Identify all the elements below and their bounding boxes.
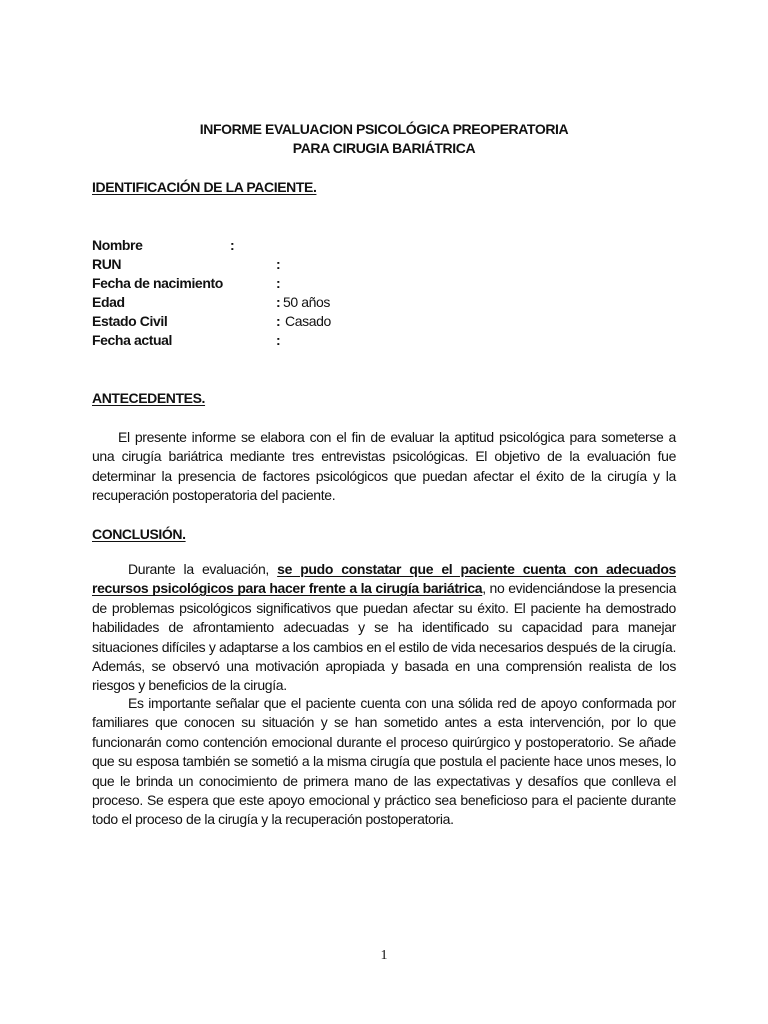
antecedentes-paragraph [92,428,676,506]
conclusion-p1-intro: Durante la evaluación, [128,561,278,577]
conclusion-p1-emphasis: se pudo constatar que el paciente cuenta con adecuados recursos psicológicos para hacer frente a la cirugía bariátrica [92,561,676,597]
field-colon-nombre: : [230,237,235,253]
field-row-estado-civil [92,313,392,332]
field-row-nombre [92,237,392,256]
antecedentes-heading: ANTECEDENTES. [92,390,206,406]
identification-heading: IDENTIFICACIÓN DE LA PACIENTE. [92,179,317,195]
conclusion-paragraph-2 [92,694,676,830]
title-line-2: PARA CIRUGIA BARIÁTRICA [292,140,476,156]
field-row-fecha-actual [92,332,392,351]
field-label-edad: Edad [92,294,125,310]
document-title [0,120,768,158]
field-label-fecha-nacimiento: Fecha de nacimiento [92,275,223,291]
field-label-fecha-actual: Fecha actual [92,332,173,348]
conclusion-heading: CONCLUSIÓN. [92,526,186,542]
conclusion-paragraph-1 [92,560,676,696]
antecedentes-text: El presente informe se elabora con el fin de evaluar la aptitud psicológica para someterse a una cirugía bariátrica mediante tres entrevistas psicológicas. El objetivo de la evaluación fue determinar la presencia de factores psicológicos que puedan afectar el éxito de la cirugía y la recuperación postoperatoria del paciente. [92,429,676,504]
field-value-edad: 50 años [283,294,331,310]
page-number: 1 [380,948,388,963]
field-colon-fecha-nacimiento: : [276,275,281,291]
field-row-run [92,256,392,275]
title-line-1: INFORME EVALUACION PSICOLÓGICA PREOPERATORIA [199,121,569,137]
field-colon-estado-civil: : [276,313,281,329]
conclusion-p1-rest: , no evidenciándose la presencia de problemas psicológicos significativos que puedan afectar su éxito. El paciente ha demostrado habilidades de afrontamiento adecuadas y se ha identificado su capacidad para manejar situaciones difíciles y adaptarse a los cambios en el estilo de vida necesarios después de la cirugía. Además, se observó una motivación apropiada y basada en una comprensión realista de los riesgos y beneficios de la cirugía. [92,580,677,694]
conclusion-p2-text: Es importante señalar que el paciente cuenta con una sólida red de apoyo conformada por familiares que conocen su situación y se han sometido antes a esta intervención, por lo que funcionarán como contención emocional durante el proceso quirúrgico y postoperatorio. Se añade que su esposa también se sometió a la misma cirugía que postula el paciente hace unos meses, lo que le brinda un conocimiento de primera mano de las expectativas y desafíos que conlleva el proceso. Se espera que este apoyo emocional y práctico sea beneficioso para el paciente durante todo el proceso de la cirugía y la recuperación postoperatoria. [92,695,676,828]
field-label-run: RUN [92,256,122,272]
field-label-nombre: Nombre [92,237,143,253]
field-colon-run: : [276,256,281,272]
field-value-estado-civil: Casado [285,313,331,329]
field-colon-edad: : [276,294,281,310]
field-row-edad [92,294,392,313]
field-row-fecha-nacimiento [92,275,392,294]
field-colon-fecha-actual: : [276,332,281,348]
field-label-estado-civil: Estado Civil [92,313,168,329]
